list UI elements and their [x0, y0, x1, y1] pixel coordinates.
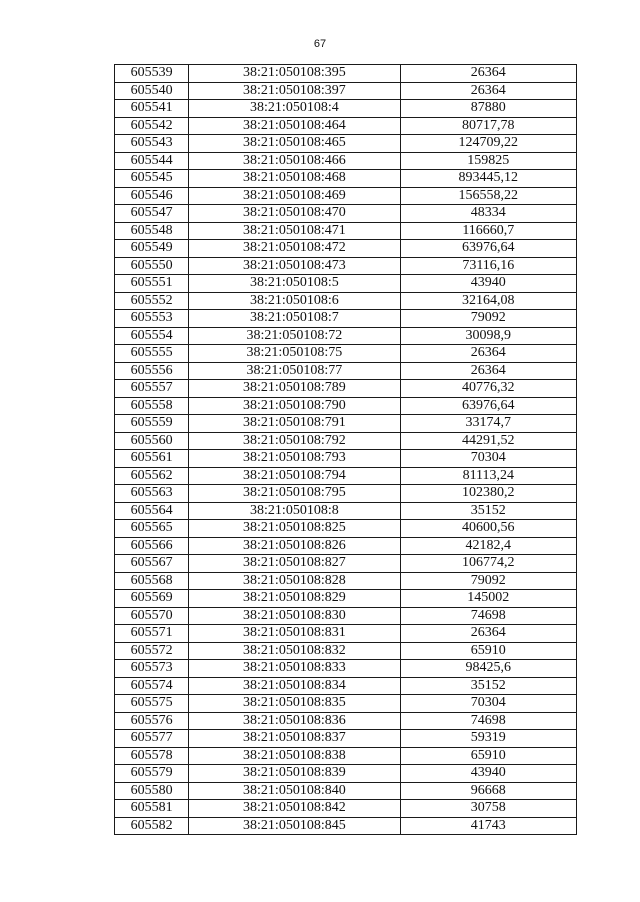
row-number-cell: 605539: [115, 65, 189, 83]
cadastral-number-cell: 38:21:050108:831: [189, 625, 400, 643]
row-number-cell: 605553: [115, 310, 189, 328]
value-cell: 102380,2: [400, 485, 576, 503]
table-row: [115, 275, 577, 293]
row-number-cell: 605561: [115, 450, 189, 468]
cadastral-number-cell: 38:21:050108:838: [189, 747, 400, 765]
table-row: [115, 152, 577, 170]
cadastral-number-cell: 38:21:050108:825: [189, 520, 400, 538]
table-row: [115, 415, 577, 433]
value-cell: 124709,22: [400, 135, 576, 153]
row-number-cell: 605542: [115, 117, 189, 135]
cadastral-number-cell: 38:21:050108:75: [189, 345, 400, 363]
value-cell: 116660,7: [400, 222, 576, 240]
cadastral-number-cell: 38:21:050108:472: [189, 240, 400, 258]
table-row: [115, 362, 577, 380]
cadastral-number-cell: 38:21:050108:395: [189, 65, 400, 83]
table-row: [115, 345, 577, 363]
value-cell: 80717,78: [400, 117, 576, 135]
row-number-cell: 605556: [115, 362, 189, 380]
table-row: [115, 730, 577, 748]
row-number-cell: 605572: [115, 642, 189, 660]
cadastral-number-cell: 38:21:050108:835: [189, 695, 400, 713]
table-row: [115, 380, 577, 398]
table-row: [115, 82, 577, 100]
table-row: [115, 450, 577, 468]
value-cell: 30758: [400, 800, 576, 818]
cadastral-number-cell: 38:21:050108:836: [189, 712, 400, 730]
value-cell: 96668: [400, 782, 576, 800]
cadastral-number-cell: 38:21:050108:5: [189, 275, 400, 293]
cadastral-number-cell: 38:21:050108:794: [189, 467, 400, 485]
cadastral-number-cell: 38:21:050108:842: [189, 800, 400, 818]
row-number-cell: 605582: [115, 817, 189, 835]
value-cell: 893445,12: [400, 170, 576, 188]
cadastral-number-cell: 38:21:050108:4: [189, 100, 400, 118]
cadastral-number-cell: 38:21:050108:790: [189, 397, 400, 415]
row-number-cell: 605551: [115, 275, 189, 293]
value-cell: 35152: [400, 677, 576, 695]
row-number-cell: 605558: [115, 397, 189, 415]
cadastral-number-cell: 38:21:050108:839: [189, 765, 400, 783]
row-number-cell: 605546: [115, 187, 189, 205]
table-row: [115, 555, 577, 573]
cadastral-number-cell: 38:21:050108:473: [189, 257, 400, 275]
cadastral-number-cell: 38:21:050108:834: [189, 677, 400, 695]
value-cell: 44291,52: [400, 432, 576, 450]
value-cell: 65910: [400, 642, 576, 660]
value-cell: 63976,64: [400, 240, 576, 258]
value-cell: 156558,22: [400, 187, 576, 205]
value-cell: 87880: [400, 100, 576, 118]
table-row: [115, 520, 577, 538]
cadastral-number-cell: 38:21:050108:470: [189, 205, 400, 223]
row-number-cell: 605550: [115, 257, 189, 275]
table-row: [115, 467, 577, 485]
row-number-cell: 605554: [115, 327, 189, 345]
table-row: [115, 100, 577, 118]
row-number-cell: 605578: [115, 747, 189, 765]
table-row: [115, 310, 577, 328]
cadastral-number-cell: 38:21:050108:827: [189, 555, 400, 573]
row-number-cell: 605571: [115, 625, 189, 643]
table-row: [115, 625, 577, 643]
table-row: [115, 222, 577, 240]
table-row: [115, 170, 577, 188]
row-number-cell: 605548: [115, 222, 189, 240]
value-cell: 26364: [400, 345, 576, 363]
cadastral-number-cell: 38:21:050108:791: [189, 415, 400, 433]
value-cell: 43940: [400, 765, 576, 783]
value-cell: 65910: [400, 747, 576, 765]
table-row: [115, 695, 577, 713]
cadastral-number-cell: 38:21:050108:840: [189, 782, 400, 800]
row-number-cell: 605565: [115, 520, 189, 538]
value-cell: 59319: [400, 730, 576, 748]
table-row: [115, 257, 577, 275]
value-cell: 40600,56: [400, 520, 576, 538]
cadastral-number-cell: 38:21:050108:72: [189, 327, 400, 345]
row-number-cell: 605569: [115, 590, 189, 608]
value-cell: 40776,32: [400, 380, 576, 398]
table-row: [115, 397, 577, 415]
value-cell: 42182,4: [400, 537, 576, 555]
cadastral-number-cell: 38:21:050108:469: [189, 187, 400, 205]
value-cell: 79092: [400, 572, 576, 590]
row-number-cell: 605568: [115, 572, 189, 590]
row-number-cell: 605581: [115, 800, 189, 818]
cadastral-number-cell: 38:21:050108:77: [189, 362, 400, 380]
cadastral-number-cell: 38:21:050108:465: [189, 135, 400, 153]
cadastral-number-cell: 38:21:050108:8: [189, 502, 400, 520]
cadastral-number-cell: 38:21:050108:833: [189, 660, 400, 678]
value-cell: 63976,64: [400, 397, 576, 415]
row-number-cell: 605540: [115, 82, 189, 100]
table-row: [115, 117, 577, 135]
value-cell: 73116,16: [400, 257, 576, 275]
value-cell: 26364: [400, 625, 576, 643]
cadastral-number-cell: 38:21:050108:792: [189, 432, 400, 450]
row-number-cell: 605559: [115, 415, 189, 433]
data-table: [114, 64, 577, 835]
page-number: 67: [313, 38, 327, 50]
table-row: [115, 782, 577, 800]
value-cell: 26364: [400, 362, 576, 380]
table-row: [115, 205, 577, 223]
table-row: [115, 240, 577, 258]
value-cell: 41743: [400, 817, 576, 835]
cadastral-number-cell: 38:21:050108:466: [189, 152, 400, 170]
value-cell: 74698: [400, 712, 576, 730]
table-row: [115, 485, 577, 503]
row-number-cell: 605575: [115, 695, 189, 713]
cadastral-number-cell: 38:21:050108:837: [189, 730, 400, 748]
value-cell: 70304: [400, 695, 576, 713]
table-row: [115, 712, 577, 730]
table-row: [115, 817, 577, 835]
row-number-cell: 605574: [115, 677, 189, 695]
table-row: [115, 590, 577, 608]
value-cell: 98425,6: [400, 660, 576, 678]
cadastral-number-cell: 38:21:050108:795: [189, 485, 400, 503]
table-row: [115, 187, 577, 205]
cadastral-number-cell: 38:21:050108:468: [189, 170, 400, 188]
table-row: [115, 432, 577, 450]
cadastral-number-cell: 38:21:050108:471: [189, 222, 400, 240]
table-row: [115, 292, 577, 310]
table-body: [115, 65, 577, 835]
row-number-cell: 605573: [115, 660, 189, 678]
row-number-cell: 605577: [115, 730, 189, 748]
cadastral-number-cell: 38:21:050108:6: [189, 292, 400, 310]
value-cell: 33174,7: [400, 415, 576, 433]
cadastral-number-cell: 38:21:050108:793: [189, 450, 400, 468]
table-row: [115, 537, 577, 555]
row-number-cell: 605560: [115, 432, 189, 450]
row-number-cell: 605547: [115, 205, 189, 223]
row-number-cell: 605541: [115, 100, 189, 118]
table-row: [115, 660, 577, 678]
row-number-cell: 605545: [115, 170, 189, 188]
value-cell: 70304: [400, 450, 576, 468]
table-row: [115, 572, 577, 590]
value-cell: 30098,9: [400, 327, 576, 345]
value-cell: 145002: [400, 590, 576, 608]
cadastral-number-cell: 38:21:050108:845: [189, 817, 400, 835]
table-row: [115, 642, 577, 660]
table-row: [115, 677, 577, 695]
table-row: [115, 327, 577, 345]
value-cell: 81113,24: [400, 467, 576, 485]
row-number-cell: 605567: [115, 555, 189, 573]
table-row: [115, 607, 577, 625]
value-cell: 26364: [400, 65, 576, 83]
row-number-cell: 605563: [115, 485, 189, 503]
row-number-cell: 605557: [115, 380, 189, 398]
row-number-cell: 605576: [115, 712, 189, 730]
cadastral-number-cell: 38:21:050108:789: [189, 380, 400, 398]
row-number-cell: 605562: [115, 467, 189, 485]
table-row: [115, 135, 577, 153]
cadastral-number-cell: 38:21:050108:829: [189, 590, 400, 608]
table-row: [115, 800, 577, 818]
row-number-cell: 605579: [115, 765, 189, 783]
row-number-cell: 605570: [115, 607, 189, 625]
table-row: [115, 765, 577, 783]
cadastral-number-cell: 38:21:050108:464: [189, 117, 400, 135]
value-cell: 159825: [400, 152, 576, 170]
row-number-cell: 605543: [115, 135, 189, 153]
cadastral-number-cell: 38:21:050108:830: [189, 607, 400, 625]
row-number-cell: 605566: [115, 537, 189, 555]
row-number-cell: 605555: [115, 345, 189, 363]
value-cell: 32164,08: [400, 292, 576, 310]
table-row: [115, 65, 577, 83]
row-number-cell: 605549: [115, 240, 189, 258]
row-number-cell: 605552: [115, 292, 189, 310]
value-cell: 74698: [400, 607, 576, 625]
value-cell: 35152: [400, 502, 576, 520]
table-row: [115, 747, 577, 765]
row-number-cell: 605564: [115, 502, 189, 520]
value-cell: 43940: [400, 275, 576, 293]
cadastral-number-cell: 38:21:050108:7: [189, 310, 400, 328]
value-cell: 106774,2: [400, 555, 576, 573]
row-number-cell: 605544: [115, 152, 189, 170]
value-cell: 26364: [400, 82, 576, 100]
row-number-cell: 605580: [115, 782, 189, 800]
cadastral-number-cell: 38:21:050108:828: [189, 572, 400, 590]
cadastral-number-cell: 38:21:050108:826: [189, 537, 400, 555]
cadastral-number-cell: 38:21:050108:397: [189, 82, 400, 100]
table-row: [115, 502, 577, 520]
value-cell: 48334: [400, 205, 576, 223]
cadastral-number-cell: 38:21:050108:832: [189, 642, 400, 660]
value-cell: 79092: [400, 310, 576, 328]
